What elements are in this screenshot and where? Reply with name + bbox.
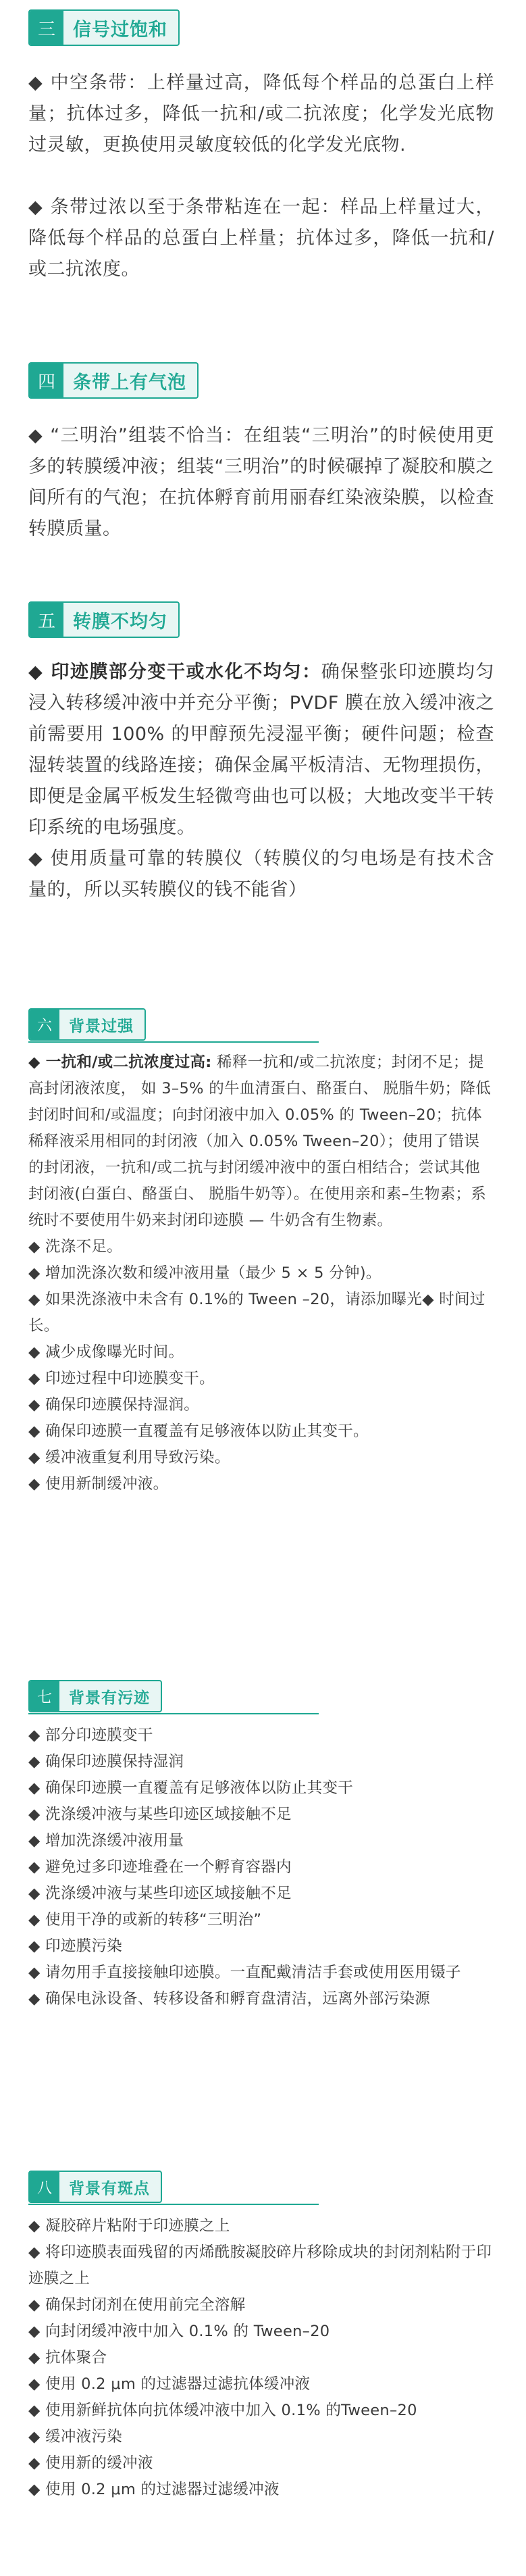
list-item: ◆ 洗涤缓冲液与某些印迹区域接触不足 bbox=[28, 1885, 292, 1902]
list-item: ◆ 缓冲液重复利用导致污染。 bbox=[28, 1449, 230, 1466]
list-item: ◆ 请勿用手直接接触印迹膜。一直配戴清洁手套或使用医用镊子 bbox=[28, 1964, 461, 1981]
list-item: ◆ 增加洗涤缓冲液用量 bbox=[28, 1832, 184, 1850]
section-header bbox=[28, 2171, 162, 2203]
section-title: 背景有污迹 bbox=[69, 1689, 150, 1707]
list-item: ◆ 将印迹膜表面残留的丙烯酰胺凝胶碎片移除成块的封闭剂粘附于印迹膜之上 bbox=[28, 2244, 492, 2287]
list-item: ◆ 减少成像曝光时间。 bbox=[28, 1343, 184, 1361]
section-title: 条带上有气泡 bbox=[73, 372, 186, 393]
section-number: 三 bbox=[30, 11, 63, 45]
list-item: ◆ 确保印迹膜一直覆盖有足够液体以防止其变干。 bbox=[28, 1422, 369, 1440]
section-title: 背景有斑点 bbox=[69, 2179, 150, 2198]
section-header bbox=[28, 1008, 146, 1041]
list-item: ◆ 确保印迹膜一直覆盖有足够液体以防止其变干 bbox=[28, 1779, 354, 1797]
paragraph-lead: ◆ 一抗和/或二抗浓度过高: bbox=[28, 1054, 212, 1071]
section-uneven-transfer bbox=[28, 601, 494, 906]
section-title: 背景过强 bbox=[69, 1017, 134, 1035]
paragraph bbox=[28, 1049, 494, 1234]
list-item: ◆ 洗涤不足。 bbox=[28, 1238, 123, 1256]
list-item: ◆ 使用新的缓冲液 bbox=[28, 2454, 153, 2472]
list-item: ◆ 印迹膜污染 bbox=[28, 1937, 123, 1955]
list-item: ◆ 凝胶碎片粘附于印迹膜之上 bbox=[28, 2217, 230, 2235]
list-item: ◆ 如果洗涤液中未含有 0.1%的 Tween –20，请添加曝光◆ 时间过长。 bbox=[28, 1291, 485, 1335]
list-item: ◆ 确保印迹膜保持湿润 bbox=[28, 1753, 184, 1770]
list-item: ◆ 确保封闭剂在使用前完全溶解 bbox=[28, 2296, 246, 2314]
paragraph: ◆ 条带过浓以至于条带粘连在一起：样品上样量过大，降低每个样品的总蛋白上样量；抗体过多，降低一抗和/或二抗浓度。 bbox=[28, 197, 494, 280]
list-item: ◆ 缓冲液污染 bbox=[28, 2428, 123, 2446]
section-title: 转膜不均匀 bbox=[73, 611, 167, 633]
list-item: ◆ 使用干净的或新的转移“三明治” bbox=[28, 1911, 262, 1929]
list-item: ◆ 确保印迹膜保持湿润。 bbox=[28, 1396, 200, 1414]
section-number: 五 bbox=[30, 603, 63, 637]
section-header bbox=[28, 362, 199, 399]
list-item: ◆ 向封闭缓冲液中加入 0.1% 的 Tween–20 bbox=[28, 2323, 330, 2340]
paragraph-lead: ◆ 印迹膜部分变干或水化不均匀： bbox=[28, 662, 321, 683]
section-bubbles bbox=[28, 362, 494, 545]
section-header bbox=[28, 1680, 162, 1712]
section-smudged-background bbox=[28, 1680, 494, 2012]
list-item: ◆ 使用 0.2 μm 的过滤器过滤缓冲液 bbox=[28, 2481, 280, 2498]
section-number: 六 bbox=[30, 1010, 59, 1039]
section-title: 信号过饱和 bbox=[73, 19, 167, 41]
section-number: 八 bbox=[30, 2172, 59, 2202]
list-item: ◆ 洗涤缓冲液与某些印迹区域接触不足 bbox=[28, 1806, 292, 1823]
paragraph-body: 稀释一抗和/或二抗浓度；封闭不足；提高封闭液浓度， 如 3–5% 的牛血清蛋白、酪蛋白、 脱脂牛奶；降低封闭时间和/或温度；向封闭液中加入 0.05% 的 Tween–20；抗体稀释液采用相同的封闭液（加入 0.05% Tween–20）；使用了错误的封闭液，一抗和/或二抗与封闭缓冲液中的蛋白相结合；尝试其他封闭液(白蛋白、酪蛋白、 脱脂牛奶等）。在使用亲和素–生物素；系统时不要使用牛奶来封闭印迹膜 — 牛奶含有生物素。 bbox=[28, 1054, 492, 1229]
section-header bbox=[28, 9, 180, 46]
section-number: 七 bbox=[30, 1681, 59, 1711]
paragraph-body: 确保整张印迹膜均匀浸入转移缓冲液中并充分平衡；PVDF 膜在放入缓冲液之前需要用 100% 的甲醇预先浸湿平衡；硬件问题；检查湿转装置的线路连接；确保金属平板清洁、无物理损伤，即便是金属平板发生轻微弯曲也可以极；大地改变半干转印系统的电场强度。 bbox=[28, 662, 494, 838]
list-item: ◆ 抗体聚合 bbox=[28, 2349, 107, 2367]
list-item: ◆ 部分印迹膜变干 bbox=[28, 1727, 153, 1744]
paragraph: ◆ 中空条带：上样量过高，降低每个样品的总蛋白上样量；抗体过多，降低一抗和/或二抗浓度；化学发光底物过灵敏，更换使用灵敏度较低的化学发光底物. bbox=[28, 72, 494, 155]
list-item: ◆ 避免过多印迹堆叠在一个孵育容器内 bbox=[28, 1858, 292, 1876]
list-item: ◆ 确保电泳设备、转移设备和孵育盘清洁，远离外部污染源 bbox=[28, 1990, 431, 2008]
list-item: ◆ 使用新鲜抗体向抗体缓冲液中加入 0.1% 的Tween–20 bbox=[28, 2402, 417, 2419]
section-high-background bbox=[28, 1008, 494, 1497]
list-item: ◆ 增加洗涤次数和缓冲液用量（最少 5 × 5 分钟)。 bbox=[28, 1264, 382, 1282]
section-signal-saturation bbox=[28, 9, 494, 285]
list-item: ◆ 印迹过程中印迹膜变干。 bbox=[28, 1370, 215, 1387]
paragraph: ◆ “三明治”组装不恰当：在组装“三明治”的时候使用更多的转膜缓冲液；组装“三明治”的时候碾掉了凝胶和膜之间所有的气泡；在抗体孵育前用丽春红染液染膜，以检查转膜质量。 bbox=[28, 425, 494, 539]
section-spotted-background bbox=[28, 2171, 494, 2503]
list-item: ◆ 使用新制缓冲液。 bbox=[28, 1475, 169, 1493]
section-number: 四 bbox=[30, 364, 63, 397]
list-item: ◆ 使用 0.2 μm 的过滤器过滤抗体缓冲液 bbox=[28, 2375, 311, 2393]
paragraph: ◆ 使用质量可靠的转膜仪（转膜仪的匀电场是有技术含量的，所以买转膜仪的钱不能省） bbox=[28, 848, 494, 900]
section-header bbox=[28, 601, 180, 638]
paragraph bbox=[28, 657, 494, 843]
